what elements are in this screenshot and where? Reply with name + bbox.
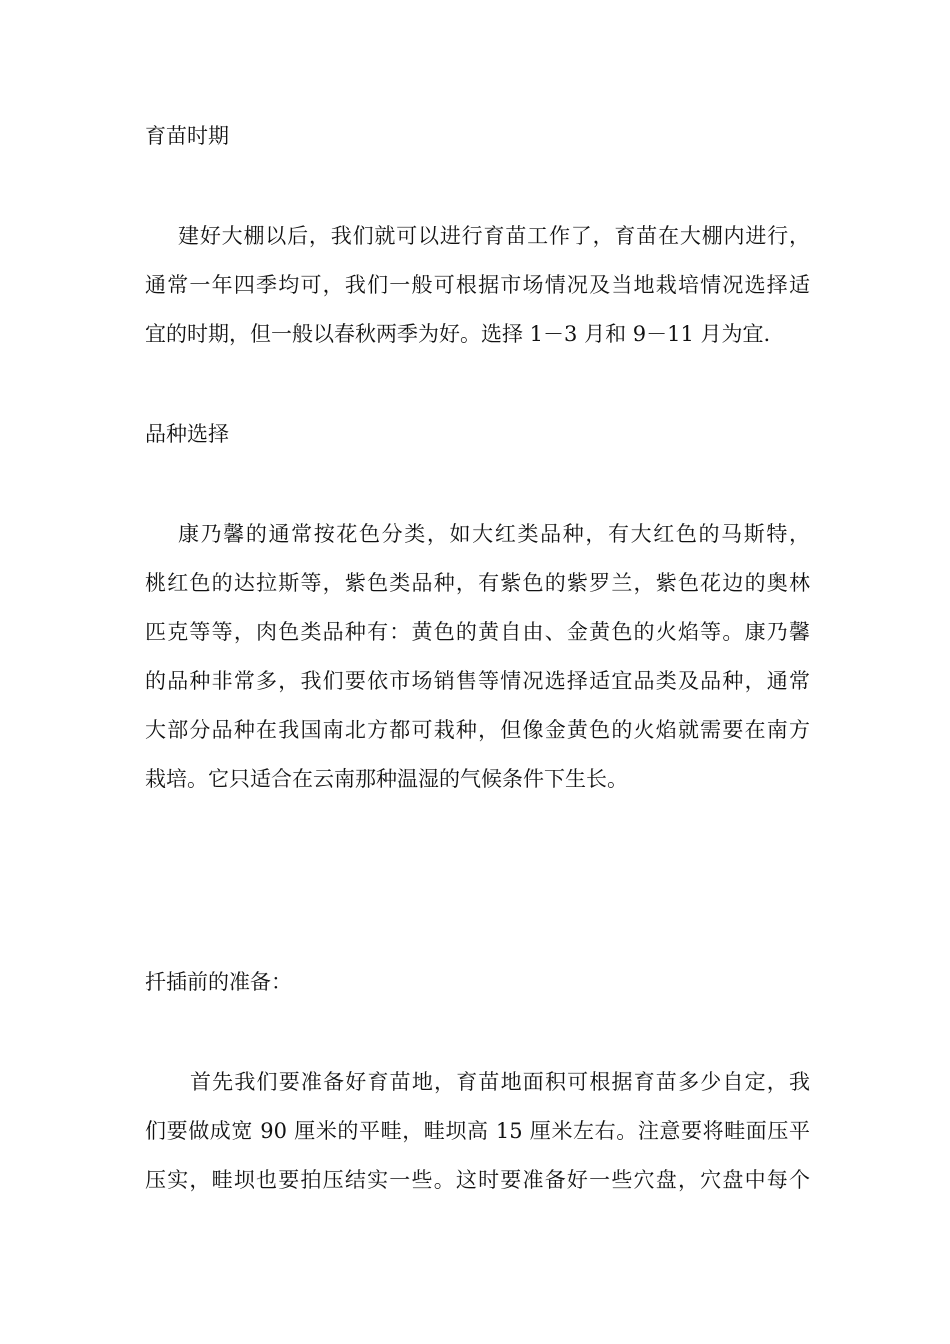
paragraph-line: 宜的时期，但一般以春秋两季为好。选择 1－3 月和 9－11 月为宜.: [145, 322, 771, 346]
paragraph-line: 栽培。它只适合在云南那种温湿的气候条件下生长。: [145, 767, 628, 791]
paragraph-line: 们要做成宽 90 厘米的平畦，畦坝高 15 厘米左右。注意要将畦面压平: [145, 1119, 810, 1143]
paragraph-line: 首先我们要准备好育苗地，育苗地面积可根据育苗多少自定，我: [190, 1070, 810, 1094]
paragraph-line: 压实，畦坝也要拍压结实一些。这时要准备好一些穴盘，穴盘中每个: [145, 1168, 810, 1192]
paragraph-line: 建好大棚以后，我们就可以进行育苗工作了，育苗在大棚内进行，: [178, 224, 810, 248]
section-heading-variety-selection: 品种选择: [145, 422, 229, 446]
paragraph-line: 匹克等等，肉色类品种有：黄色的黄自由、金黄色的火焰等。康乃馨: [145, 620, 810, 644]
paragraph-seedling-period: [145, 212, 810, 359]
section-heading-seedling-period: 育苗时期: [145, 124, 229, 148]
section-heading-pre-cutting-preparation: 扦插前的准备：: [145, 970, 292, 994]
paragraph-line: 康乃馨的通常按花色分类，如大红类品种，有大红色的马斯特，: [178, 522, 810, 546]
paragraph-line: 通常一年四季均可，我们一般可根据市场情况及当地栽培情况选择适: [145, 273, 810, 297]
paragraph-pre-cutting-preparation: [145, 1058, 810, 1205]
paragraph-line: 的品种非常多，我们要依市场销售等情况选择适宜品类及品种，通常: [145, 669, 810, 693]
paragraph-line: 桃红色的达拉斯等，紫色类品种，有紫色的紫罗兰，紫色花边的奥林: [145, 571, 810, 595]
paragraph-variety-selection: [145, 510, 810, 804]
paragraph-line: 大部分品种在我国南北方都可栽种，但像金黄色的火焰就需要在南方: [145, 718, 810, 742]
